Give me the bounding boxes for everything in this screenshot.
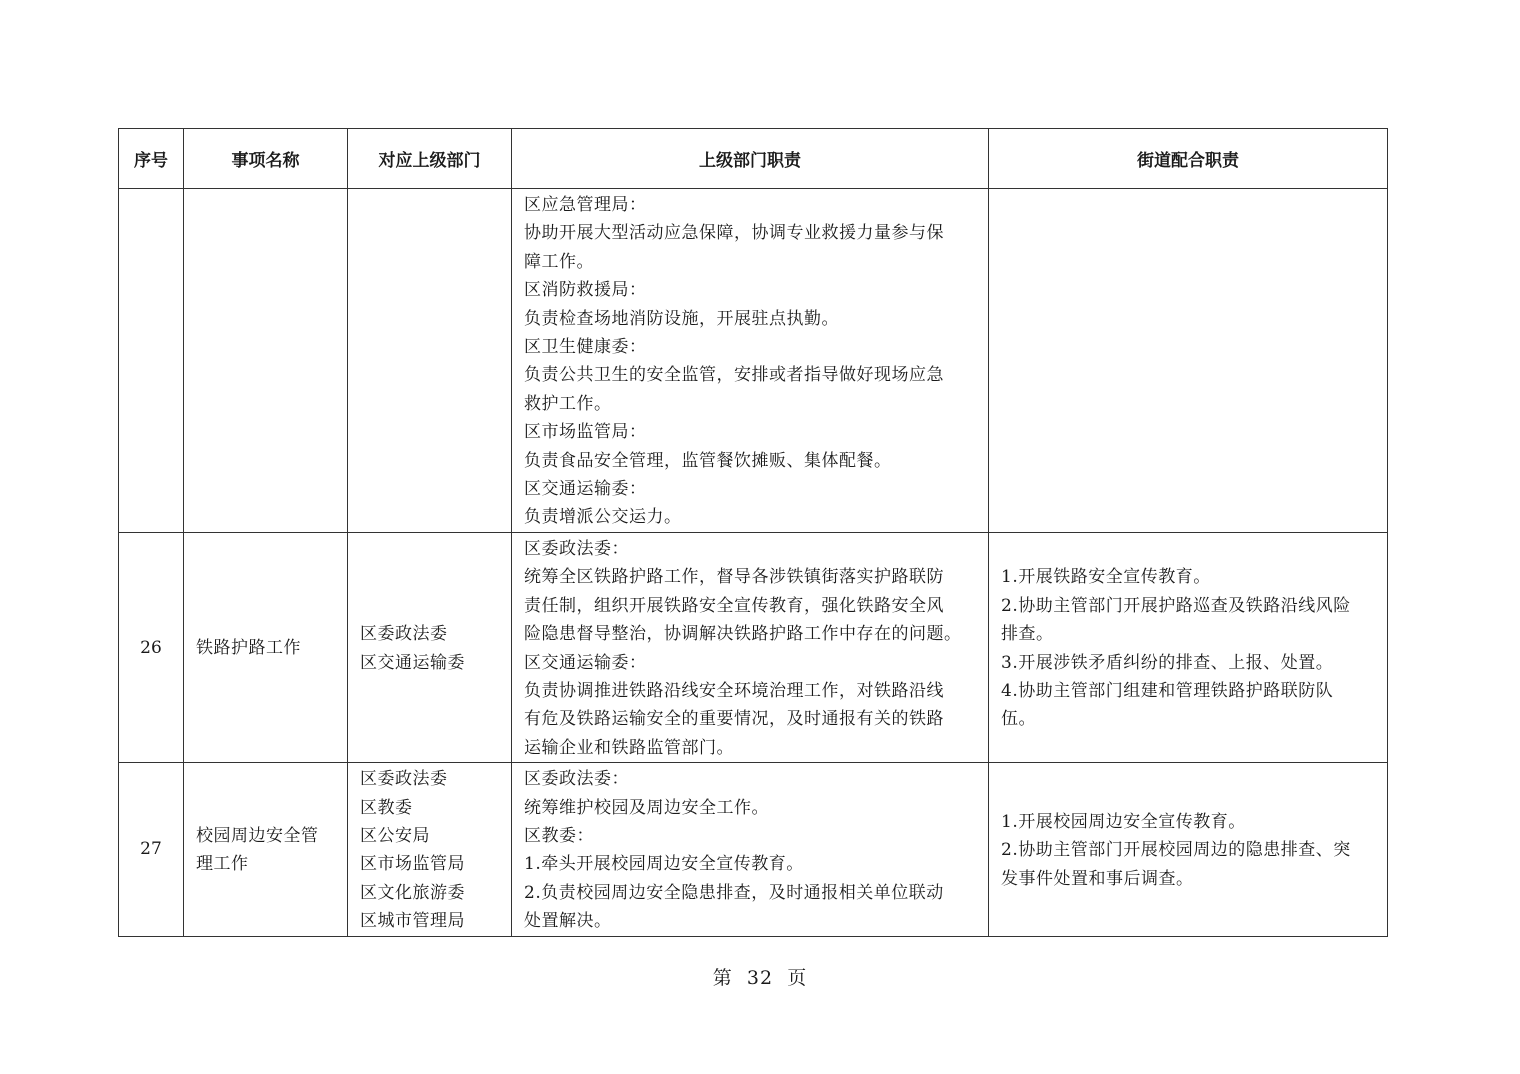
cell-line: 校园周边安全管 xyxy=(196,825,319,846)
cell-line: 3.开展涉铁矛盾纠纷的排查、上报、处置。 xyxy=(1001,652,1334,673)
cell-line: 运输企业和铁路监管部门。 xyxy=(524,737,734,758)
cell-line: 区委政法委 xyxy=(360,624,448,645)
cell-line: 区交通运输委 xyxy=(360,652,465,673)
cell-line: 区教委 xyxy=(360,797,413,818)
page-number-suffix: 页 xyxy=(787,967,808,989)
header-seq: 序号 xyxy=(119,129,184,189)
superior-dept-cell xyxy=(348,532,512,762)
cell-line: 处置解决。 xyxy=(524,911,612,932)
street-duty-cell xyxy=(989,189,1388,533)
duty-table xyxy=(118,128,1388,937)
cell-line: 理工作 xyxy=(196,854,249,875)
superior-dept-cell xyxy=(348,189,512,533)
cell-line: 区市场监管局 xyxy=(360,854,465,875)
street-duty-cell xyxy=(989,532,1388,762)
cell-line: 4.协助主管部门组建和管理铁路护路联防队 xyxy=(1001,680,1334,701)
cell-line: 2.协助主管部门开展护路巡查及铁路沿线风险 xyxy=(1001,595,1351,616)
superior-duty-cell xyxy=(512,189,989,533)
cell-line: 区应急管理局： xyxy=(524,195,647,215)
cell-line: 负责协调推进铁路沿线安全环境治理工作，对铁路沿线 xyxy=(524,680,944,701)
cell-line: 排查。 xyxy=(1001,624,1054,645)
cell-line: 区消防救援局： xyxy=(524,280,647,301)
cell-line: 有危及铁路运输安全的重要情况，及时通报有关的铁路 xyxy=(524,709,944,730)
cell-line: 区文化旅游委 xyxy=(360,882,465,903)
cell-line: 区交通运输委： xyxy=(524,652,647,673)
header-superior-dept: 对应上级部门 xyxy=(348,129,512,189)
seq-cell: 26 xyxy=(119,532,184,762)
cell-line: 统筹维护校园及周边安全工作。 xyxy=(524,797,769,818)
cell-line: 协助开展大型活动应急保障，协调专业救援力量参与保 xyxy=(524,223,944,244)
page-number-value: 32 xyxy=(746,967,774,989)
cell-line: 区城市管理局 xyxy=(360,911,465,932)
cell-line: 2.负责校园周边安全隐患排查，及时通报相关单位联动 xyxy=(524,882,944,903)
table-header-row xyxy=(119,129,1388,189)
cell-line: 1.开展校园周边安全宣传教育。 xyxy=(1001,811,1246,832)
cell-line: 负责增派公交运力。 xyxy=(524,507,682,528)
page-number-prefix: 第 xyxy=(712,967,733,989)
cell-line: 区委政法委： xyxy=(524,769,629,790)
cell-line: 险隐患督导整治，协调解决铁路护路工作中存在的问题。 xyxy=(524,624,962,645)
cell-line: 区卫生健康委： xyxy=(524,337,647,358)
cell-line: 责任制，组织开展铁路安全宣传教育，强化铁路安全风 xyxy=(524,595,944,616)
cell-line: 统筹全区铁路护路工作，督导各涉铁镇街落实护路联防 xyxy=(524,567,944,588)
item-name-cell xyxy=(184,532,348,762)
seq-cell: 27 xyxy=(119,763,184,936)
header-superior-duty: 上级部门职责 xyxy=(512,129,989,189)
cell-line: 负责检查场地消防设施，开展驻点执勤。 xyxy=(524,308,839,329)
cell-line: 区市场监管局： xyxy=(524,422,647,443)
cell-line: 区交通运输委： xyxy=(524,479,647,500)
cell-line: 1.牵头开展校园周边安全宣传教育。 xyxy=(524,854,804,875)
superior-duty-cell xyxy=(512,763,989,936)
cell-line: 负责食品安全管理，监管餐饮摊贩、集体配餐。 xyxy=(524,450,892,471)
cell-line: 障工作。 xyxy=(524,251,594,272)
cell-line: 1.开展铁路安全宣传教育。 xyxy=(1001,567,1211,588)
cell-line: 区委政法委 xyxy=(360,769,448,790)
cell-line: 救护工作。 xyxy=(524,393,612,414)
cell-line: 伍。 xyxy=(1001,709,1036,730)
header-street-duty: 街道配合职责 xyxy=(989,129,1388,189)
seq-cell xyxy=(119,189,184,533)
cell-line: 区教委： xyxy=(524,825,594,846)
table-row xyxy=(119,763,1388,936)
superior-dept-cell xyxy=(348,763,512,936)
cell-line: 发事件处置和事后调查。 xyxy=(1001,868,1194,889)
table-row xyxy=(119,189,1388,533)
cell-line: 2.协助主管部门开展校园周边的隐患排查、突 xyxy=(1001,840,1351,861)
page-number xyxy=(0,963,1520,990)
cell-line: 区公安局 xyxy=(360,825,430,846)
cell-line: 区委政法委： xyxy=(524,538,629,559)
street-duty-cell xyxy=(989,763,1388,936)
superior-duty-cell xyxy=(512,532,989,762)
item-name-cell xyxy=(184,189,348,533)
cell-line: 铁路护路工作 xyxy=(196,638,301,659)
header-item-name: 事项名称 xyxy=(184,129,348,189)
item-name-cell xyxy=(184,763,348,936)
cell-line: 负责公共卫生的安全监管，安排或者指导做好现场应急 xyxy=(524,365,944,386)
table-row xyxy=(119,532,1388,762)
